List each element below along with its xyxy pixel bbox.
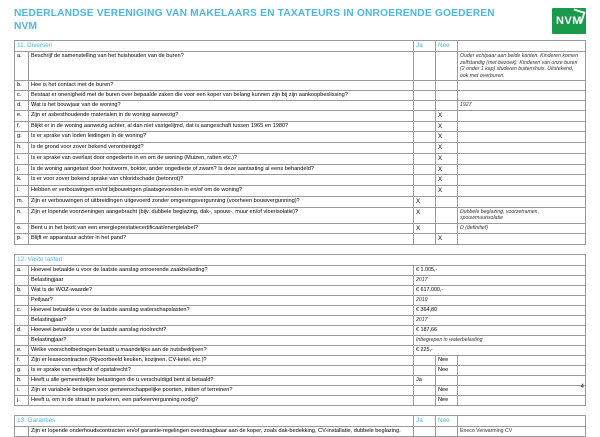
page-number: 4 <box>580 384 584 390</box>
table-row <box>15 186 586 197</box>
row-index: j. <box>15 396 29 406</box>
row-nee[interactable]: Nee <box>435 356 457 366</box>
table-row <box>15 81 586 91</box>
row-index: f. <box>15 121 29 132</box>
table-row <box>15 336 586 346</box>
table-row <box>15 396 586 406</box>
row-ja[interactable] <box>413 396 435 406</box>
column-header-nee: Nee <box>436 415 458 426</box>
table-row <box>15 90 586 100</box>
table-row <box>15 366 586 376</box>
table-row <box>15 346 586 356</box>
row-note: D (definitief) <box>458 223 586 234</box>
row-nee[interactable] <box>436 223 458 234</box>
row-nee[interactable]: X <box>436 132 458 143</box>
row-ja[interactable] <box>414 186 436 197</box>
table-row <box>15 143 586 154</box>
row-question: Is de grond voor zover bekend verontreinigd? <box>29 143 414 154</box>
row-ja[interactable]: X <box>414 196 436 207</box>
row-note <box>457 376 585 386</box>
row-index: e. <box>15 110 29 121</box>
row-question: Is er sprake van overlast door ongedierte in en om de woning (Muizen, ratten etc.)? <box>29 153 414 164</box>
document-header <box>14 8 586 34</box>
row-ja[interactable]: X <box>414 223 436 234</box>
row-index: o. <box>15 223 29 234</box>
row-index: i. <box>15 386 29 396</box>
row-question: Hoeveel betaalde u voor de laatste aanslag waterschapslasten? <box>29 306 414 316</box>
section-heading: 13. Garanties <box>15 415 414 426</box>
row-index: b. <box>15 81 29 91</box>
column-header-note <box>458 41 586 52</box>
row-index: d. <box>15 326 29 336</box>
row-note: 1927 <box>458 100 586 110</box>
table-row <box>15 376 586 386</box>
row-ja[interactable] <box>414 121 436 132</box>
row-question: Heeft u, om in de straat te parkeren, een parkeervergunning nodig? <box>29 396 414 406</box>
row-index <box>15 336 29 346</box>
table-row <box>15 207 586 223</box>
row-note <box>458 234 586 245</box>
row-question: Belastingjaar? <box>29 336 414 346</box>
row-note <box>458 164 586 175</box>
row-question: Belastingjaar? <box>29 316 414 326</box>
row-note: Dubbele beglazing, voorzetramen, spouwmuurisolatie <box>458 207 586 223</box>
row-question: Wat is de WOZ-waarde? <box>29 286 414 296</box>
row-question: Zijn er lopende onderhoudscontracten en/of garantie-regelingen overdraagbaar aan de koper, zoals dak-bedekking, CV-installatie, dubbele beglazing. <box>29 426 414 436</box>
row-nee[interactable] <box>436 426 458 436</box>
row-index: c. <box>15 306 29 316</box>
row-question: Zijn er asbesthoudende materialen in de woning aanwezig? <box>29 110 414 121</box>
section-heading: 12. Vaste lasten <box>15 255 586 266</box>
row-index <box>15 296 29 306</box>
row-ja[interactable] <box>414 52 436 81</box>
row-ja[interactable] <box>414 426 436 436</box>
table-row <box>15 296 586 306</box>
row-value: € 617.000,- <box>413 286 585 296</box>
row-question: Wat is het bouwjaar van de woning? <box>29 100 414 110</box>
table-row <box>15 175 586 186</box>
row-index: l. <box>15 186 29 197</box>
row-question: Heeft u alle gemeentelijke belastingen die u verschuldigd bent al betaald? <box>29 376 414 386</box>
row-ja[interactable] <box>413 386 435 396</box>
row-question: Is er sprake van erfpacht of opstalrecht? <box>29 366 414 376</box>
row-value: € 364,80 <box>413 306 585 316</box>
row-note: Eneco Verwarming CV <box>458 426 586 436</box>
section-heading-row <box>15 41 586 52</box>
row-ja[interactable] <box>414 132 436 143</box>
row-index: p. <box>15 234 29 245</box>
row-note <box>458 143 586 154</box>
section-vaste-lasten <box>14 254 586 406</box>
row-index: k. <box>15 175 29 186</box>
table-row <box>15 266 586 276</box>
row-ja[interactable] <box>413 366 435 376</box>
column-header-note <box>458 415 586 426</box>
table-row <box>15 326 586 336</box>
table-row <box>15 196 586 207</box>
row-ja[interactable] <box>414 100 436 110</box>
row-question: Is de woning aangetast door houtworm, boktor, ander ongedierte of zwam? Is deze aantasting al eens behandeld? <box>29 164 414 175</box>
row-question: Zijn er verbouwingen of uitbreidingen uitgevoerd zonder omgevingsvergunning (voorheen bouwvergunning)? <box>29 196 414 207</box>
row-value: 2017 <box>413 316 585 326</box>
row-note <box>457 396 585 406</box>
page-title: NEDERLANDSE VERENIGING VAN MAKELAARS EN TAXATEURS IN ONROERENDE GOEDEREN NVM <box>14 8 495 32</box>
row-question: Hoeveel betaalde u voor de laatste aanslag onroerende zaakbelasting? <box>29 266 414 276</box>
row-index: j. <box>15 164 29 175</box>
row-note <box>457 356 585 366</box>
row-index: a. <box>15 52 29 81</box>
row-nee[interactable]: X <box>436 164 458 175</box>
row-note <box>458 90 586 100</box>
row-note <box>458 186 586 197</box>
row-nee[interactable]: X <box>436 143 458 154</box>
row-index: g. <box>15 366 29 376</box>
table-row <box>15 234 586 245</box>
row-value: 2017 <box>413 276 585 286</box>
row-nee[interactable]: X <box>436 121 458 132</box>
row-ja[interactable] <box>414 153 436 164</box>
row-question: Belastingjaar <box>29 276 414 286</box>
row-question: Is er sprake van loden leidingen in de woning? <box>29 132 414 143</box>
table-row <box>15 276 586 286</box>
row-note: Ouder echtpaar aan beide kanten. Kinderen komen zelfstandig (met bezoek). Kinderen van onze buren (2 onder 1 kap) studeren buitenshuis. Uitstekend, ook met overburen. <box>458 52 586 81</box>
row-nee[interactable]: Nee <box>435 366 457 376</box>
row-index: e. <box>15 346 29 356</box>
row-note <box>458 81 586 91</box>
row-index: c. <box>15 90 29 100</box>
row-question: Zijn er leasecontracten (Rijvoorbeeld keuken, kozijnen, CV-ketel, etc.)? <box>29 356 414 366</box>
row-note <box>458 196 586 207</box>
row-value: € 1.005,- <box>413 266 585 276</box>
row-question: Bestaat er onenigheid met de buren over bepaalde zaken die voor een koper van belang kunnen zijn bij zijn aankoopbeslissing? <box>29 90 414 100</box>
row-value: 2019 <box>413 296 585 306</box>
row-question: Zijn er variabele bedragen voor gemeenschappelijke poorten, initten of terreinen? <box>29 386 414 396</box>
row-index: d. <box>15 100 29 110</box>
table-row <box>15 316 586 326</box>
row-index <box>15 426 29 436</box>
row-index <box>15 316 29 326</box>
row-ja[interactable] <box>413 356 435 366</box>
table-row <box>15 153 586 164</box>
row-value: Inbegrepen in waterbelasting <box>413 336 585 346</box>
row-note <box>458 132 586 143</box>
row-value: € 225,- <box>413 346 585 356</box>
row-index: m. <box>15 196 29 207</box>
nvm-logo-text: NVM <box>556 15 582 27</box>
row-question: Peiljaar? <box>29 296 414 306</box>
row-index: h. <box>15 376 29 386</box>
row-ja[interactable] <box>414 164 436 175</box>
row-nee[interactable] <box>436 196 458 207</box>
row-note <box>458 153 586 164</box>
section-heading: 11. Diversen <box>15 41 414 52</box>
nvm-logo <box>552 8 586 34</box>
table-row <box>15 52 586 81</box>
row-ja[interactable] <box>414 234 436 245</box>
row-question: Bent u in het bezit van een energieprestatiecertificaat/energielabel? <box>29 223 414 234</box>
row-question: Is er voor zover bekend sprake van chloridschade (betonrot)? <box>29 175 414 186</box>
row-index: a. <box>15 266 29 276</box>
row-index: n. <box>15 207 29 223</box>
row-question: Welke voorschotbedragen betaalt u maandelijks aan de nutsbedrijven? <box>29 346 414 356</box>
section-garanties <box>14 415 586 437</box>
row-nee[interactable]: X <box>436 175 458 186</box>
row-note <box>458 110 586 121</box>
row-nee[interactable] <box>436 81 458 91</box>
row-question: Hebben er verbouwingen en/of bijbouwingen plaatsgevonden in en/of om de woning? <box>29 186 414 197</box>
row-index: b. <box>15 286 29 296</box>
row-note <box>458 175 586 186</box>
row-note <box>457 366 585 376</box>
table-row <box>15 386 586 396</box>
row-question: Hoeveel betaalde u voor de laatste aanslag rioolrecht? <box>29 326 414 336</box>
row-question: Beschrijf de samenstelling van het huishouden van de buren? <box>29 52 414 81</box>
row-nee[interactable] <box>436 100 458 110</box>
row-index: f. <box>15 356 29 366</box>
table-row <box>15 356 586 366</box>
row-index <box>15 276 29 286</box>
row-nee[interactable]: Nee <box>435 396 457 406</box>
row-note <box>457 386 585 396</box>
table-row <box>15 306 586 316</box>
row-question: Blijkt er in de woning aanwezig achter, al dan niet vastgelijmd, dat is aangeschaft tussen 1965 en 1980? <box>29 121 414 132</box>
row-index: h. <box>15 143 29 154</box>
row-note <box>458 121 586 132</box>
row-value: € 187,66 <box>413 326 585 336</box>
row-nee[interactable]: Nee <box>435 386 457 396</box>
row-nee[interactable] <box>436 52 458 81</box>
table-row <box>15 132 586 143</box>
table-row <box>15 110 586 121</box>
column-header-nee: Nee <box>436 41 458 52</box>
row-index: i. <box>15 153 29 164</box>
row-ja[interactable]: Ja <box>413 376 435 386</box>
table-row <box>15 100 586 110</box>
row-question: Hoe is het contact met de buren? <box>29 81 414 91</box>
section-diversen <box>14 40 586 245</box>
column-header-ja: Ja <box>414 41 436 52</box>
row-question: Zijn er lopende voorzieningen aangebracht (bijv. dubbele beglazing, dak-, spouw-, muur en/of vloerisolatie)? <box>29 207 414 223</box>
row-ja[interactable] <box>414 90 436 100</box>
column-header-ja: Ja <box>414 415 436 426</box>
row-nee[interactable]: X <box>436 110 458 121</box>
row-question: Blijft er apparatuur achter in het pand? <box>29 234 414 245</box>
row-ja[interactable]: X <box>414 207 436 223</box>
row-nee[interactable] <box>436 90 458 100</box>
table-row <box>15 223 586 234</box>
row-ja[interactable] <box>414 143 436 154</box>
table-row <box>15 121 586 132</box>
row-nee[interactable]: X <box>436 186 458 197</box>
row-ja[interactable] <box>414 175 436 186</box>
table-row <box>15 286 586 296</box>
row-index: g. <box>15 132 29 143</box>
section-heading-row <box>15 415 586 426</box>
row-nee[interactable]: X <box>436 153 458 164</box>
section-heading-row <box>15 255 586 266</box>
table-row <box>15 426 586 436</box>
row-nee[interactable]: X <box>436 234 458 245</box>
row-ja[interactable] <box>414 110 436 121</box>
row-ja[interactable] <box>414 81 436 91</box>
table-row <box>15 164 586 175</box>
row-nee[interactable] <box>435 376 457 386</box>
row-nee[interactable] <box>436 207 458 223</box>
